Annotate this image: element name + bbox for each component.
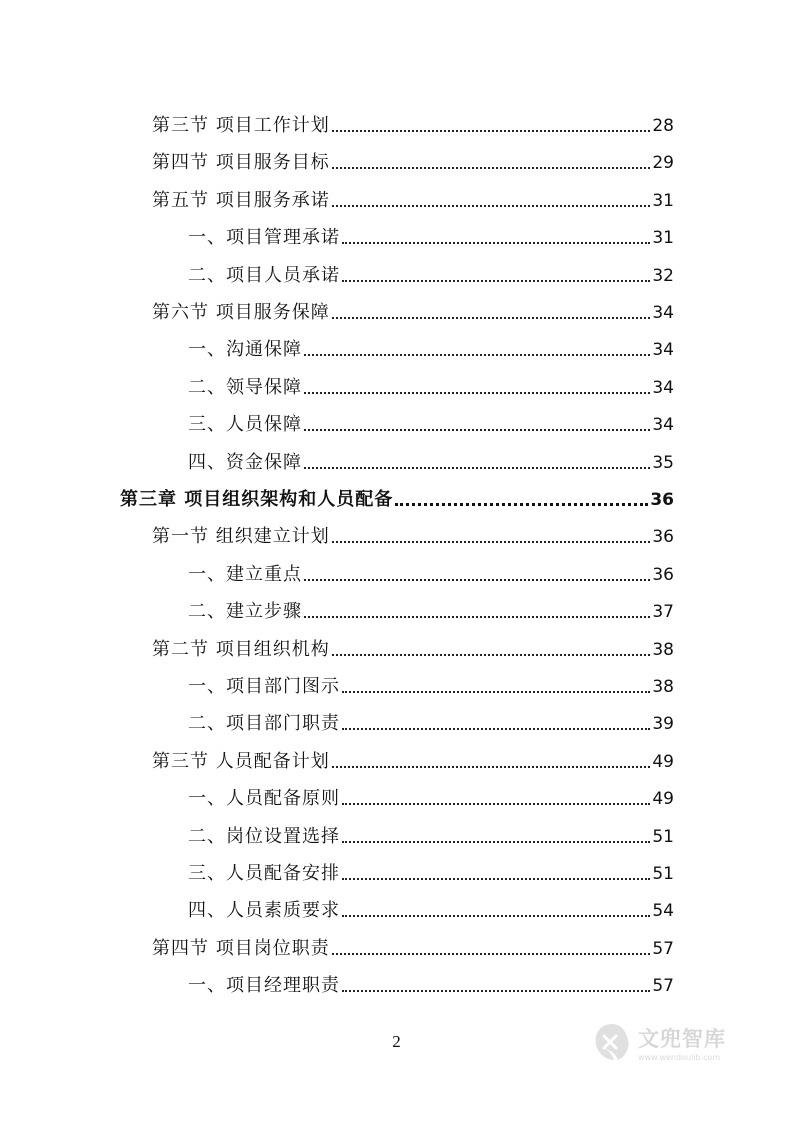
toc-entry-page: 31	[652, 228, 674, 248]
toc-entry[interactable]	[188, 250, 674, 287]
toc-entry-title: 二、岗位设置选择	[188, 826, 340, 847]
toc-dot-leader	[304, 467, 650, 469]
toc-dot-leader	[332, 953, 651, 955]
toc-dot-leader	[304, 579, 650, 581]
toc-entry-page: 57	[652, 976, 674, 996]
toc-entry-title: 第六节 项目服务保障	[152, 302, 330, 323]
toc-entry-title: 第三节 人员配备计划	[152, 751, 330, 772]
toc-entry-title: 第五节 项目服务承诺	[152, 190, 330, 211]
toc-dot-leader	[342, 878, 650, 880]
toc-dot-leader	[304, 616, 650, 618]
toc-dot-leader	[332, 654, 651, 656]
toc-dot-leader	[342, 915, 650, 917]
toc-entry[interactable]	[188, 549, 674, 586]
toc-entry[interactable]	[188, 586, 674, 623]
toc-entry-page: 29	[652, 153, 674, 173]
watermark-name: 文兜智库	[638, 1026, 726, 1051]
toc-entry[interactable]	[188, 811, 674, 848]
watermark	[590, 1020, 726, 1064]
toc-entry-page: 32	[652, 266, 674, 286]
toc-entry-page: 37	[652, 602, 674, 622]
toc-entry[interactable]	[188, 661, 674, 698]
toc-entry-page: 39	[652, 714, 674, 734]
toc-dot-leader	[304, 392, 650, 394]
toc-dot-leader	[332, 205, 651, 207]
toc-entry-page: 34	[652, 303, 674, 323]
toc-dot-leader	[304, 354, 650, 356]
toc-entry-page: 36	[650, 490, 674, 510]
toc-entry-title: 一、建立重点	[188, 564, 302, 585]
toc-entry-title: 第一节 组织建立计划	[152, 526, 330, 547]
toc-dot-leader	[342, 728, 650, 730]
toc-entry[interactable]	[188, 885, 674, 922]
toc-entry-title: 第二节 项目组织机构	[152, 639, 330, 660]
toc-entry-title: 三、人员保障	[188, 414, 302, 435]
toc-entry-page: 38	[652, 677, 674, 697]
toc-entry-title: 二、项目部门职责	[188, 713, 340, 734]
toc-dot-leader	[332, 130, 651, 132]
toc-entry[interactable]	[152, 100, 674, 137]
toc-entry[interactable]	[120, 474, 674, 511]
toc-dot-leader	[304, 429, 650, 431]
toc-entry-title: 三、人员配备安排	[188, 863, 340, 884]
toc-entry-page: 28	[652, 116, 674, 136]
toc-entry[interactable]	[188, 399, 674, 436]
toc-entry[interactable]	[188, 362, 674, 399]
toc-entry[interactable]	[152, 287, 674, 324]
toc-entry[interactable]	[152, 624, 674, 661]
toc-entry-page: 57	[652, 939, 674, 959]
toc-entry-page: 34	[652, 340, 674, 360]
toc-dot-leader	[342, 803, 650, 805]
toc-entry-title: 第三节 项目工作计划	[152, 115, 330, 136]
toc-entry[interactable]	[188, 324, 674, 361]
toc-entry-title: 一、项目部门图示	[188, 676, 340, 697]
toc-entry-title: 一、项目管理承诺	[188, 227, 340, 248]
toc-entry[interactable]	[152, 137, 674, 174]
toc-entry[interactable]	[188, 848, 674, 885]
toc-entry-page: 34	[652, 415, 674, 435]
page-number: 2	[392, 1032, 401, 1051]
toc-entry-page: 54	[652, 901, 674, 921]
toc-dot-leader	[395, 503, 648, 506]
toc-entry-page: 31	[652, 191, 674, 211]
toc-entry-page: 49	[652, 789, 674, 809]
toc-entry-page: 36	[652, 565, 674, 585]
watermark-url: www.wendoulib.com	[638, 1052, 721, 1062]
toc-entry-title: 一、项目经理职责	[188, 975, 340, 996]
toc-dot-leader	[332, 317, 651, 319]
toc-entry-title: 一、人员配备原则	[188, 788, 340, 809]
toc-dot-leader	[342, 841, 650, 843]
toc-entry-title: 第三章 项目组织架构和人员配备	[120, 489, 394, 510]
toc-entry-title: 二、项目人员承诺	[188, 265, 340, 286]
toc-entry-title: 第四节 项目岗位职责	[152, 938, 330, 959]
toc-entry-title: 二、领导保障	[188, 377, 302, 398]
toc-entry-page: 51	[652, 864, 674, 884]
toc-entry-page: 49	[652, 752, 674, 772]
toc-entry[interactable]	[152, 923, 674, 960]
toc-dot-leader	[332, 766, 651, 768]
toc-entry[interactable]	[152, 736, 674, 773]
toc-entry-title: 第四节 项目服务目标	[152, 152, 330, 173]
toc-dot-leader	[342, 280, 650, 282]
toc-dot-leader	[342, 990, 650, 992]
toc-entry[interactable]	[188, 212, 674, 249]
toc-entry[interactable]	[188, 773, 674, 810]
toc-entry[interactable]	[152, 511, 674, 548]
toc-entry-title: 一、沟通保障	[188, 339, 302, 360]
toc-entry-title: 四、人员素质要求	[188, 900, 340, 921]
toc-entry[interactable]	[188, 960, 674, 997]
toc-entry-page: 34	[652, 378, 674, 398]
toc-dot-leader	[342, 691, 650, 693]
toc-entry-page: 51	[652, 827, 674, 847]
toc-entry-title: 二、建立步骤	[188, 601, 302, 622]
wendou-logo-icon	[590, 1020, 634, 1064]
toc-dot-leader	[332, 541, 651, 543]
toc-entry-page: 38	[652, 640, 674, 660]
toc-entry[interactable]	[152, 175, 674, 212]
toc-dot-leader	[332, 167, 651, 169]
toc-entry[interactable]	[188, 437, 674, 474]
toc-entry-title: 四、资金保障	[188, 452, 302, 473]
toc-entry-page: 35	[652, 453, 674, 473]
toc-entry-page: 36	[652, 527, 674, 547]
toc-dot-leader	[342, 242, 650, 244]
toc-entry[interactable]	[188, 698, 674, 735]
